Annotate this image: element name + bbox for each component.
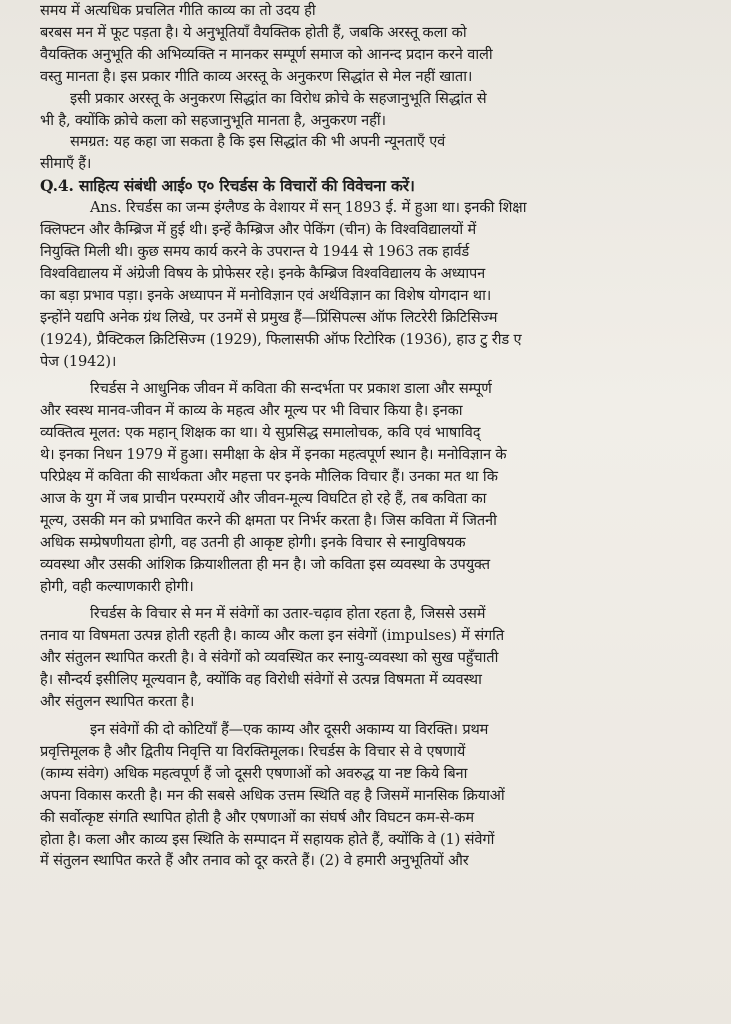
text-line: नियुक्ति मिली थी। कुछ समय कार्य करने के उपरान्त ये 1944 से 1963 तक हार्वर्ड (40, 242, 470, 260)
text-line: क्लिफ्टन और कैम्ब्रिज में हुई थी। इन्हें कैम्ब्रिज और पेकिंग (चीन) के विश्वविद्यालयों में (40, 221, 477, 239)
text-line: समग्रत: यह कहा जा सकता है कि इस सिद्धांत की भी अपनी न्यूनताएँ एवं (70, 133, 446, 151)
text-line: Ans. रिचर्डस का जन्म इंग्लैण्ड के वेशायर में सन् 1893 ई. में हुआ था। इनकी शिक्षा (90, 199, 527, 217)
text-line: समय में अत्यधिक प्रचलित गीति काव्य का तो उदय ही (40, 2, 316, 19)
text-line: सीमाएँ हैं। (40, 155, 92, 173)
text-line: थे। इनका निधन 1979 में हुआ। समीक्षा के क्षेत्र में इनका महत्वपूर्ण स्थान है। मनोविज्ञान के (40, 446, 507, 464)
text-line: भी है, क्योंकि क्रोचे कला को सहजानुभूति मानता है, अनुकरण नहीं। (40, 111, 386, 129)
question-number: Q.4. (40, 176, 74, 196)
text-line: व्यक्तित्व मूलत: एक महान् शिक्षक का था। ये सुप्रसिद्ध समालोचक, कवि एवं भाषाविद् (40, 424, 481, 442)
text-line: बरबस मन में फूट पड़ता है। ये अनुभूतियाँ वैयक्तिक होती हैं, जबकि अरस्तू कला को (40, 23, 467, 41)
text-line: प्रवृत्तिमूलक है और द्वितीय निवृत्ति या विरक्तिमूलक। रिचर्डस के विचार से वे एषणायें (40, 742, 466, 760)
text-line: विश्वविद्यालय में अंग्रेजी विषय के प्रोफेसर रहे। इनके कैम्ब्रिज विश्वविद्यालय के अध्यापन (40, 264, 486, 282)
answer-paragraph-1 (40, 197, 705, 372)
text-line: परिप्रेक्ष्य में कविता की सार्थकता और महत्ता पर इनके मौलिक विचार हैं। उनका मत था कि (40, 468, 498, 486)
text-line: रिचर्डस के विचार से मन में संवेगों का उतार-चढ़ाव होता रहता है, जिससे उसमें (90, 605, 486, 623)
text-line: में संतुलन स्थापित करते हैं और तनाव को दूर करते हैं। (2) वे हमारी अनुभूतियों और (40, 852, 469, 870)
text-line: और संतुलन स्थापित करती है। वे संवेगों को व्यवस्थित कर स्नायु-व्यवस्था को सुख पहुँचाती (40, 649, 499, 667)
question-heading (40, 175, 705, 197)
text-line: होगी, वही कल्याणकारी होगी। (40, 577, 194, 595)
text-line: तनाव या विषमता उत्पन्न होती रहती है। काव्य और कला इन संवेगों (impulses) में संगति (40, 627, 505, 645)
text-line: (1924), प्रैक्टिकल क्रिटिसिज्म (1929), फिलासफी ऑफ रिटोरिक (1936), हाउ टु रीड ए (40, 330, 522, 348)
text-line: की सर्वोत्कृष्ट संगति स्थापित होती है और एषणाओं का संघर्ष और विघटन कम-से-कम (40, 808, 474, 826)
text-line: इन संवेगों की दो कोटियाँ हैं—एक काम्य और दूसरी अकाम्य या विरक्ति। प्रथम (90, 721, 489, 738)
text-line: अधिक सम्प्रेषणीयता होगी, वह उतनी ही आकृष्ट होगी। इनके विचार से स्नायुविषयक (40, 533, 466, 551)
text-line: है। सौन्दर्य इसीलिए मूल्यवान है, क्योंकि वह विरोधी संवेगों से उत्पन्न विषमता में व्यवस्था (40, 671, 482, 689)
text-line: का बड़ा प्रभाव पड़ा। इनके अध्यापन में मनोविज्ञान एवं अर्थविज्ञान का विशेष योगदान था। (40, 286, 492, 304)
text-line: होता है। कला और काव्य इस स्थिति के सम्पादन में सहायक होते हैं, क्योंकि वे (1) संवेगों (40, 830, 495, 848)
answer-paragraph-4 (40, 719, 705, 872)
answer-paragraph-3 (40, 603, 705, 713)
text-line: और स्वस्थ मानव-जीवन में काव्य के महत्व और मूल्य पर भी विचार किया है। इनका (40, 402, 463, 420)
intro-paragraphs (40, 0, 705, 175)
text-line: (काम्य संवेग) अधिक महत्वपूर्ण हैं जो दूसरी एषणाओं को अवरुद्ध या नष्ट किये बिना (40, 764, 468, 782)
text-line: इन्होंने यद्यपि अनेक ग्रंथ लिखे, पर उनमें से प्रमुख हैं—प्रिंसिपल्स ऑफ लिटरेरी क्रिटिसिज्म (40, 308, 498, 326)
text-line: अपना विकास करती है। मन की सबसे अधिक उत्तम स्थिति वह है जिसमें मानसिक क्रियाओं (40, 786, 505, 804)
text-line: मूल्य, उसकी मन को प्रभावित करने की क्षमता पर निर्भर करता है। जिस कविता में जितनी (40, 511, 497, 529)
text-line: रिचर्डस ने आधुनिक जीवन में कविता की सन्दर्भता पर प्रकाश डाला और सम्पूर्ण (90, 380, 492, 398)
text-line: वैयक्तिक अनुभूति की अभिव्यक्ति न मानकर सम्पूर्ण समाज को आनन्द प्रदान करने वाली (40, 45, 493, 63)
text-line: आज के युग में जब प्राचीन परम्परायें और जीवन-मूल्य विघटित हो रहे हैं, तब कविता का (40, 489, 487, 507)
text-line: और संतुलन स्थापित करता है। (40, 693, 195, 711)
text-line: पेज (1942)। (40, 352, 117, 370)
text-line: इसी प्रकार अरस्तू के अनुकरण सिद्धांत का विरोध क्रोचे के सहजानुभूति सिद्धांत से (70, 89, 487, 107)
answer-paragraph-2 (40, 378, 705, 597)
text-line: वस्तु मानता है। इस प्रकार गीति काव्य अरस्तू के अनुकरण सिद्धांत से मेल नहीं खाता। (40, 67, 473, 85)
question-text: साहित्य संबंधी आई० ए० रिचर्डस के विचारों की विवेचना करें। (78, 176, 415, 196)
text-line: व्यवस्था और उसकी आंशिक क्रियाशीलता ही मन है। जो कविता इस व्यवस्था के उपयुक्त (40, 555, 490, 573)
